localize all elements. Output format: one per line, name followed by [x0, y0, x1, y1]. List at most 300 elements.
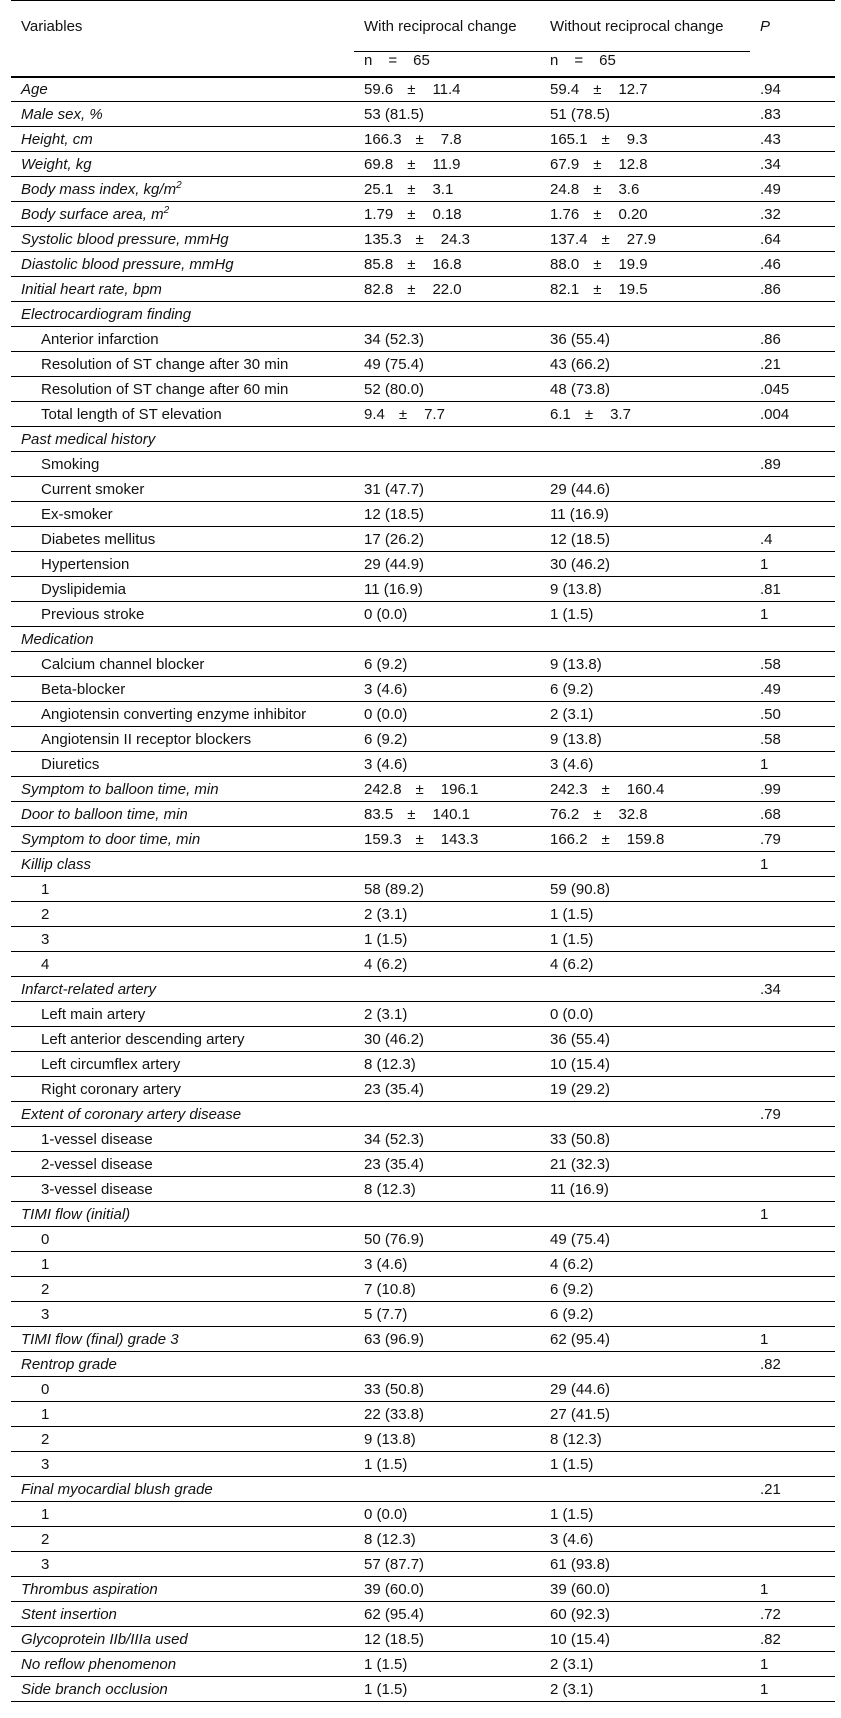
without-change-value: 60 (92.3) — [540, 1602, 750, 1627]
without-change-value: 49 (75.4) — [540, 1227, 750, 1252]
mean-value: 137.4 — [550, 230, 588, 248]
variable-label — [11, 77, 354, 102]
with-change-value — [354, 427, 540, 452]
variable-label — [11, 1502, 354, 1527]
p-value: .89 — [750, 452, 835, 477]
with-change-value: 5 (7.7) — [354, 1302, 540, 1327]
without-change-value: 6 (9.2) — [540, 1302, 750, 1327]
variable-label — [11, 1652, 354, 1677]
plus-minus-symbol: ± — [407, 205, 416, 223]
n-label: n — [550, 52, 559, 69]
p-value — [750, 1452, 835, 1477]
variable-label-text: TIMI flow (initial) — [21, 1205, 131, 1223]
plus-minus-symbol: ± — [407, 180, 416, 198]
p-value: .64 — [750, 227, 835, 252]
variable-label-text: Male sex, % — [21, 105, 103, 123]
sd-value: 19.5 — [618, 280, 648, 298]
table-row — [11, 1602, 835, 1627]
mean-value: 76.2 — [550, 805, 580, 823]
table-row — [11, 127, 835, 152]
p-value: 1 — [750, 852, 835, 877]
variable-label-text: Weight, kg — [21, 155, 92, 173]
variable-label-text: Glycoprotein IIb/IIIa used — [21, 1630, 188, 1648]
p-value: .34 — [750, 152, 835, 177]
variable-label-text: Rentrop grade — [21, 1355, 117, 1373]
mean-value: 83.5 — [364, 805, 394, 823]
header-row — [11, 1, 835, 52]
without-change-value: 36 (55.4) — [540, 1027, 750, 1052]
with-change-value: 3 (4.6) — [354, 677, 540, 702]
header-with-reciprocal-change: With reciprocal change — [354, 1, 540, 52]
with-change-value: 12 (18.5) — [354, 1627, 540, 1652]
sd-value: 3.7 — [610, 405, 631, 423]
mean-value: 67.9 — [550, 155, 580, 173]
mean-value: 159.3 — [364, 830, 402, 848]
variable-label — [11, 1602, 354, 1627]
header-p-value: P — [750, 1, 835, 52]
without-change-value: 10 (15.4) — [540, 1052, 750, 1077]
with-change-value: 29 (44.9) — [354, 552, 540, 577]
p-value: .83 — [750, 102, 835, 127]
variable-label — [11, 452, 354, 477]
without-change-value: 11 (16.9) — [540, 1177, 750, 1202]
variable-label — [11, 977, 354, 1002]
with-change-value — [354, 302, 540, 327]
with-change-value: 12 (18.5) — [354, 502, 540, 527]
with-change-value — [354, 1477, 540, 1502]
plus-minus-symbol: ± — [407, 255, 416, 273]
variable-label — [11, 1177, 354, 1202]
variable-label-text: Systolic blood pressure, mmHg — [21, 230, 229, 248]
sd-value: 0.18 — [432, 205, 462, 223]
table-row — [11, 502, 835, 527]
variable-label — [11, 127, 354, 152]
mean-value: 165.1 — [550, 130, 588, 148]
sd-value: 196.1 — [440, 780, 479, 798]
variable-label — [11, 677, 354, 702]
plus-minus-symbol: ± — [415, 780, 424, 798]
p-value — [750, 952, 835, 977]
sample-size-row — [11, 52, 835, 77]
table-row — [11, 902, 835, 927]
sd-value: 16.8 — [432, 255, 462, 273]
mean-value: 82.8 — [364, 280, 394, 298]
variable-label-text: Hypertension — [41, 555, 130, 573]
with-change-value — [354, 402, 540, 427]
variable-label-text: Resolution of ST change after 30 min — [41, 355, 289, 373]
variable-label-text: Final myocardial blush grade — [21, 1480, 213, 1498]
with-change-value — [354, 1202, 540, 1227]
variable-label — [11, 402, 354, 427]
table-row — [11, 1352, 835, 1377]
with-change-value: 9 (13.8) — [354, 1427, 540, 1452]
variable-label-text: Extent of coronary artery disease — [21, 1105, 242, 1123]
table-row — [11, 802, 835, 827]
table-row — [11, 1677, 835, 1702]
p-value: .49 — [750, 677, 835, 702]
with-change-value: 11 (16.9) — [354, 577, 540, 602]
variable-label-text: Anterior infarction — [41, 330, 159, 348]
p-value: 1 — [750, 552, 835, 577]
variable-label-text: Resolution of ST change after 60 min — [41, 380, 289, 398]
n-with-value: 65 — [413, 52, 430, 69]
mean-value: 6.1 — [550, 405, 571, 423]
p-value: .58 — [750, 727, 835, 752]
p-value: .49 — [750, 177, 835, 202]
variable-label — [11, 102, 354, 127]
variable-label — [11, 1402, 354, 1427]
variable-label-text: 2 — [41, 1280, 50, 1298]
variable-label — [11, 152, 354, 177]
table-row — [11, 1627, 835, 1652]
plus-minus-symbol: ± — [601, 830, 610, 848]
variable-label-text: 3-vessel disease — [41, 1180, 153, 1198]
with-change-value: 1 (1.5) — [354, 927, 540, 952]
plus-minus-symbol: ± — [415, 230, 424, 248]
without-change-value — [540, 802, 750, 827]
variable-label — [11, 752, 354, 777]
with-change-value: 17 (26.2) — [354, 527, 540, 552]
sd-value: 160.4 — [626, 780, 665, 798]
without-change-value: 8 (12.3) — [540, 1427, 750, 1452]
table-row — [11, 852, 835, 877]
variable-label-text: Calcium channel blocker — [41, 655, 205, 673]
variable-label-text: Left anterior descending artery — [41, 1030, 245, 1048]
table-row — [11, 702, 835, 727]
p-value: 1 — [750, 1652, 835, 1677]
table-row — [11, 952, 835, 977]
variable-label — [11, 1327, 354, 1352]
mean-value: 166.3 — [364, 130, 402, 148]
with-change-value — [354, 177, 540, 202]
variable-label-text: 0 — [41, 1230, 50, 1248]
p-value — [750, 427, 835, 452]
p-value — [750, 1227, 835, 1252]
variable-label — [11, 1627, 354, 1652]
with-change-value: 6 (9.2) — [354, 727, 540, 752]
without-change-value: 1 (1.5) — [540, 1452, 750, 1477]
p-value: .72 — [750, 1602, 835, 1627]
without-change-value: 61 (93.8) — [540, 1552, 750, 1577]
without-change-value: 12 (18.5) — [540, 527, 750, 552]
mean-value: 242.3 — [550, 780, 588, 798]
variable-label-text: Door to balloon time, min — [21, 805, 188, 823]
without-change-value: 36 (55.4) — [540, 327, 750, 352]
p-value: 1 — [750, 1577, 835, 1602]
table-row — [11, 577, 835, 602]
with-change-value: 0 (0.0) — [354, 702, 540, 727]
variable-label-text: 2 — [41, 1530, 50, 1548]
with-change-value — [354, 452, 540, 477]
table-row — [11, 602, 835, 627]
variable-label — [11, 777, 354, 802]
variable-label-text: 1 — [41, 880, 50, 898]
variable-label — [11, 602, 354, 627]
with-change-value: 8 (12.3) — [354, 1177, 540, 1202]
table-row — [11, 727, 835, 752]
sd-value: 159.8 — [626, 830, 665, 848]
without-change-value: 9 (13.8) — [540, 727, 750, 752]
table-row — [11, 1052, 835, 1077]
plus-minus-symbol: ± — [415, 130, 424, 148]
without-change-value: 1 (1.5) — [540, 927, 750, 952]
variable-label — [11, 1152, 354, 1177]
sd-value: 22.0 — [432, 280, 462, 298]
variable-label — [11, 1027, 354, 1052]
without-change-value: 1 (1.5) — [540, 1502, 750, 1527]
variable-label-text: Past medical history — [21, 430, 156, 448]
variable-label — [11, 1102, 354, 1127]
p-value — [750, 302, 835, 327]
table-row — [11, 152, 835, 177]
table-row — [11, 177, 835, 202]
baseline-characteristics-table — [11, 0, 835, 1702]
without-change-value: 1 (1.5) — [540, 902, 750, 927]
table-row — [11, 1177, 835, 1202]
plus-minus-symbol: ± — [415, 830, 424, 848]
without-change-value: 3 (4.6) — [540, 752, 750, 777]
without-change-value — [540, 127, 750, 152]
variable-label-text: Age — [21, 80, 48, 98]
p-value: .94 — [750, 77, 835, 102]
n-without-value: 65 — [599, 52, 616, 69]
n-without — [540, 52, 750, 77]
without-change-value: 19 (29.2) — [540, 1077, 750, 1102]
mean-value: 82.1 — [550, 280, 580, 298]
variable-label-text: Right coronary artery — [41, 1080, 182, 1098]
variable-label-text: 3 — [41, 1555, 50, 1573]
table-row — [11, 777, 835, 802]
plus-minus-symbol: ± — [407, 280, 416, 298]
with-change-value: 0 (0.0) — [354, 1502, 540, 1527]
with-change-value: 52 (80.0) — [354, 377, 540, 402]
with-change-value: 31 (47.7) — [354, 477, 540, 502]
table-row — [11, 1402, 835, 1427]
sd-value: 12.8 — [618, 155, 648, 173]
variable-label — [11, 952, 354, 977]
sd-value: 11.9 — [432, 155, 461, 173]
table-row — [11, 302, 835, 327]
variable-label — [11, 652, 354, 677]
variable-label — [11, 1302, 354, 1327]
p-value — [750, 1277, 835, 1302]
p-value: .21 — [750, 1477, 835, 1502]
variable-label — [11, 427, 354, 452]
with-change-value: 8 (12.3) — [354, 1527, 540, 1552]
with-change-value — [354, 277, 540, 302]
n-with — [354, 52, 540, 77]
without-change-value — [540, 1102, 750, 1127]
variable-label-text: 2-vessel disease — [41, 1155, 153, 1173]
p-value: .43 — [750, 127, 835, 152]
sd-value: 7.7 — [424, 405, 445, 423]
without-change-value: 2 (3.1) — [540, 1652, 750, 1677]
without-change-value — [540, 852, 750, 877]
with-change-value: 39 (60.0) — [354, 1577, 540, 1602]
mean-value: 242.8 — [364, 780, 402, 798]
with-change-value: 62 (95.4) — [354, 1602, 540, 1627]
without-change-value: 21 (32.3) — [540, 1152, 750, 1177]
variable-label — [11, 352, 354, 377]
sd-value: 7.8 — [440, 130, 462, 148]
without-change-value: 0 (0.0) — [540, 1002, 750, 1027]
variable-label — [11, 1352, 354, 1377]
table-row — [11, 1502, 835, 1527]
plus-minus-symbol: ± — [593, 205, 602, 223]
variable-label — [11, 1577, 354, 1602]
without-change-value: 10 (15.4) — [540, 1627, 750, 1652]
variable-label — [11, 727, 354, 752]
p-value — [750, 1077, 835, 1102]
variable-label-text: Left circumflex artery — [41, 1055, 181, 1073]
without-change-value — [540, 427, 750, 452]
mean-value: 135.3 — [364, 230, 402, 248]
sd-value: 143.3 — [440, 830, 479, 848]
variable-label-text: Symptom to balloon time, min — [21, 780, 219, 798]
p-value: 1 — [750, 752, 835, 777]
variable-label — [11, 277, 354, 302]
variable-label — [11, 1227, 354, 1252]
variable-label-text: 1 — [41, 1405, 50, 1423]
sd-value: 27.9 — [626, 230, 656, 248]
with-change-value: 53 (81.5) — [354, 102, 540, 127]
superscript: 2 — [176, 180, 182, 191]
with-change-value: 3 (4.6) — [354, 1252, 540, 1277]
plus-minus-symbol: ± — [398, 405, 408, 423]
without-change-value: 1 (1.5) — [540, 602, 750, 627]
sample-size-empty — [11, 52, 354, 77]
p-value: .82 — [750, 1627, 835, 1652]
table-container — [11, 0, 835, 1702]
table-row — [11, 1227, 835, 1252]
without-change-value — [540, 627, 750, 652]
p-value — [750, 1402, 835, 1427]
without-change-value: 43 (66.2) — [540, 352, 750, 377]
table-row — [11, 627, 835, 652]
variable-label — [11, 477, 354, 502]
mean-value: 1.79 — [364, 205, 394, 223]
without-change-value: 39 (60.0) — [540, 1577, 750, 1602]
sample-size-p-empty — [750, 52, 835, 77]
p-value: 1 — [750, 602, 835, 627]
variable-label-text: 0 — [41, 1380, 50, 1398]
variable-label-text: Height, cm — [21, 130, 93, 148]
with-change-value: 34 (52.3) — [354, 327, 540, 352]
variable-label — [11, 1452, 354, 1477]
variable-label — [11, 1002, 354, 1027]
variable-label — [11, 1252, 354, 1277]
variable-label-text: Diuretics — [41, 755, 100, 773]
p-value: .79 — [750, 827, 835, 852]
without-change-value — [540, 202, 750, 227]
without-change-value — [540, 827, 750, 852]
table-row — [11, 352, 835, 377]
p-value: 1 — [750, 1327, 835, 1352]
sd-value: 140.1 — [432, 805, 470, 823]
p-value — [750, 1152, 835, 1177]
n-equals: = — [388, 52, 398, 69]
p-value — [750, 502, 835, 527]
p-value — [750, 1302, 835, 1327]
without-change-value: 2 (3.1) — [540, 1677, 750, 1702]
variable-label-text: Symptom to door time, min — [21, 830, 201, 848]
variable-label — [11, 1552, 354, 1577]
p-value — [750, 877, 835, 902]
with-change-value: 58 (89.2) — [354, 877, 540, 902]
with-change-value — [354, 627, 540, 652]
variable-label-text: Angiotensin II receptor blockers — [41, 730, 252, 748]
p-value — [750, 1127, 835, 1152]
without-change-value: 2 (3.1) — [540, 702, 750, 727]
table-row — [11, 377, 835, 402]
variable-label-text: Thrombus aspiration — [21, 1580, 158, 1598]
variable-label — [11, 702, 354, 727]
plus-minus-symbol: ± — [601, 130, 610, 148]
without-change-value — [540, 277, 750, 302]
with-change-value: 57 (87.7) — [354, 1552, 540, 1577]
without-change-value: 30 (46.2) — [540, 552, 750, 577]
variable-label — [11, 227, 354, 252]
variable-label — [11, 852, 354, 877]
p-value: .99 — [750, 777, 835, 802]
n-equals: = — [574, 52, 584, 69]
with-change-value: 22 (33.8) — [354, 1402, 540, 1427]
mean-value: 85.8 — [364, 255, 394, 273]
table-row — [11, 77, 835, 102]
variable-label — [11, 202, 354, 227]
plus-minus-symbol: ± — [593, 805, 602, 823]
variable-label-text: 2 — [41, 905, 50, 923]
p-value — [750, 1502, 835, 1527]
table-row — [11, 1252, 835, 1277]
sd-value: 3.6 — [618, 180, 640, 198]
variable-label-text: 2 — [41, 1430, 50, 1448]
table-row — [11, 1552, 835, 1577]
variable-label — [11, 1127, 354, 1152]
variable-label-text: 3 — [41, 1305, 50, 1323]
sd-value: 24.3 — [440, 230, 470, 248]
table-row — [11, 1077, 835, 1102]
mean-value: 9.4 — [364, 405, 385, 423]
with-change-value — [354, 77, 540, 102]
table-row — [11, 277, 835, 302]
plus-minus-symbol: ± — [601, 230, 610, 248]
variable-label-text: Diabetes mellitus — [41, 530, 156, 548]
table-row — [11, 202, 835, 227]
without-change-value — [540, 777, 750, 802]
p-value — [750, 1052, 835, 1077]
table-row — [11, 1202, 835, 1227]
variable-label — [11, 1677, 354, 1702]
with-change-value — [354, 777, 540, 802]
variable-label-text: Side branch occlusion — [21, 1680, 168, 1698]
with-change-value: 8 (12.3) — [354, 1052, 540, 1077]
variable-label-text: Initial heart rate, bpm — [21, 280, 162, 298]
variable-label — [11, 1377, 354, 1402]
mean-value: 1.76 — [550, 205, 580, 223]
with-change-value — [354, 127, 540, 152]
with-change-value: 23 (35.4) — [354, 1152, 540, 1177]
plus-minus-symbol: ± — [593, 255, 602, 273]
p-value: .21 — [750, 352, 835, 377]
without-change-value: 29 (44.6) — [540, 1377, 750, 1402]
with-change-value: 1 (1.5) — [354, 1452, 540, 1477]
variable-label — [11, 927, 354, 952]
variable-label — [11, 877, 354, 902]
plus-minus-symbol: ± — [601, 780, 610, 798]
table-row — [11, 1427, 835, 1452]
p-value — [750, 1252, 835, 1277]
